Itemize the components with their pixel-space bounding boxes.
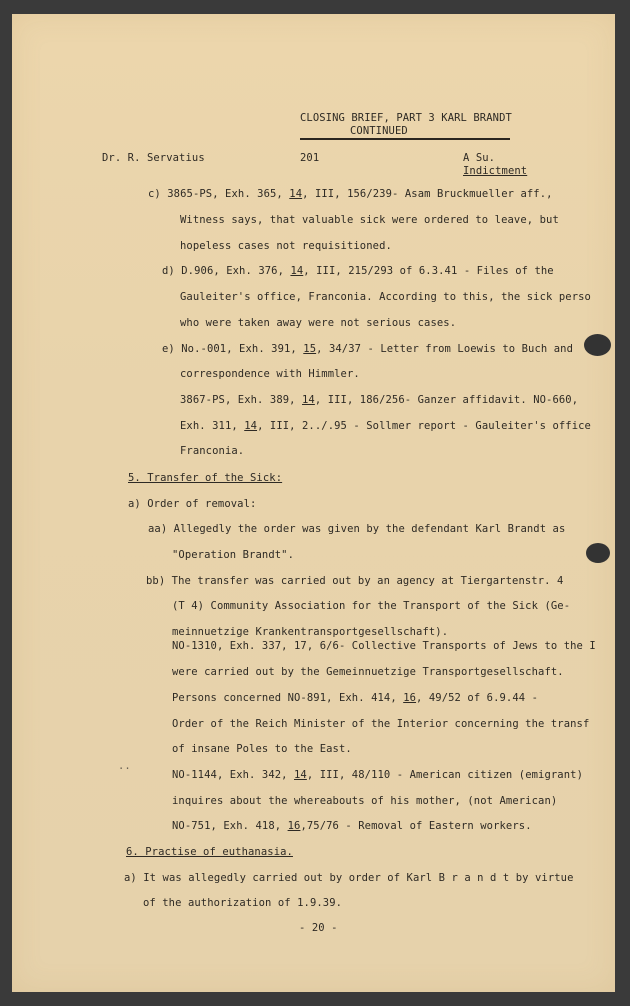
author-name: Dr. R. Servatius [102,152,205,164]
margin-mark: .. [118,760,131,772]
section-5-bb-line-1: bb) The transfer was carried out by an agency at Tiergartenstr. 4 [146,575,564,587]
punch-hole-upper [584,334,611,356]
item-c-line-2: Witness says, that valuable sick were ordered to leave, but [180,214,559,226]
item-e-line-4: Exh. 311, 14, III, 2../.95 - Sollmer report - Gauleiter's office [180,420,591,432]
section-5-bb-line-6: Persons concerned NO-891, Exh. 414, 16, 49/52 of 6.9.44 - [172,692,539,704]
item-e-line-2: correspondence with Himmler. [180,368,360,380]
document-page [12,14,615,992]
section-5-bb-line-9: NO-1144, Exh. 342, 14, III, 48/110 - American citizen (emigrant) [172,769,583,781]
section-ref: A Su. [463,152,496,164]
item-e-line-5: Franconia. [180,445,245,457]
item-d-line-1: d) D.906, Exh. 376, 14, III, 215/293 of 6.3.41 - Files of the [162,265,554,277]
section-5-heading: 5. Transfer of the Sick: [128,472,283,484]
section-5-bb-line-10: inquires about the whereabouts of his mother, (not American) [172,795,558,807]
section-5-aa-line-2: "Operation Brandt". [172,549,295,561]
section-6-heading: 6. Practise of euthanasia. [126,846,293,858]
item-c-line-1: c) 3865-PS, Exh. 365, 14, III, 156/239- Asam Bruckmueller aff., [148,188,553,200]
item-d-line-2: Gauleiter's office, Franconia. According to this, the sick perso [180,291,591,303]
document-subtitle: CONTINUED [350,125,408,137]
document-number: 201 [300,152,320,164]
document-title: CLOSING BRIEF, PART 3 KARL BRANDT [300,112,512,124]
section-5-aa-line-1: aa) Allegedly the order was given by the defendant Karl Brandt as [148,523,566,535]
section-label: Indictment [463,165,528,177]
punch-hole-lower [586,543,610,563]
section-5-bb-line-11: NO-751, Exh. 418, 16,75/76 - Removal of Eastern workers. [172,820,532,832]
header-rule [300,138,510,140]
section-5-bb-line-8: of insane Poles to the East. [172,743,352,755]
item-e-line-3: 3867-PS, Exh. 389, 14, III, 186/256- Ganzer affidavit. NO-660, [180,394,579,406]
section-5-bb-line-5: were carried out by the Gemeinnuetzige Transportgesellschaft. [172,666,564,678]
section-5-bb-line-2: (T 4) Community Association for the Transport of the Sick (Ge- [172,600,571,612]
section-5-a: a) Order of removal: [128,498,257,510]
section-5-bb-line-4: NO-1310, Exh. 337, 17, 6/6- Collective Transports of Jews to the I [172,640,596,652]
page-number: - 20 - [299,922,338,934]
item-e-line-1: e) No.-001, Exh. 391, 15, 34/37 - Letter from Loewis to Buch and [162,343,573,355]
section-5-bb-line-7: Order of the Reich Minister of the Interior concerning the transf [172,718,590,730]
section-6-a-line-2: of the authorization of 1.9.39. [143,897,343,909]
section-5-bb-line-3: meinnuetzige Krankentransportgesellschaft). [172,626,449,638]
item-d-line-3: who were taken away were not serious cases. [180,317,457,329]
section-6-a-line-1: a) It was allegedly carried out by order of Karl B r a n d t by virtue [124,872,574,884]
item-c-line-3: hopeless cases not requisitioned. [180,240,392,252]
